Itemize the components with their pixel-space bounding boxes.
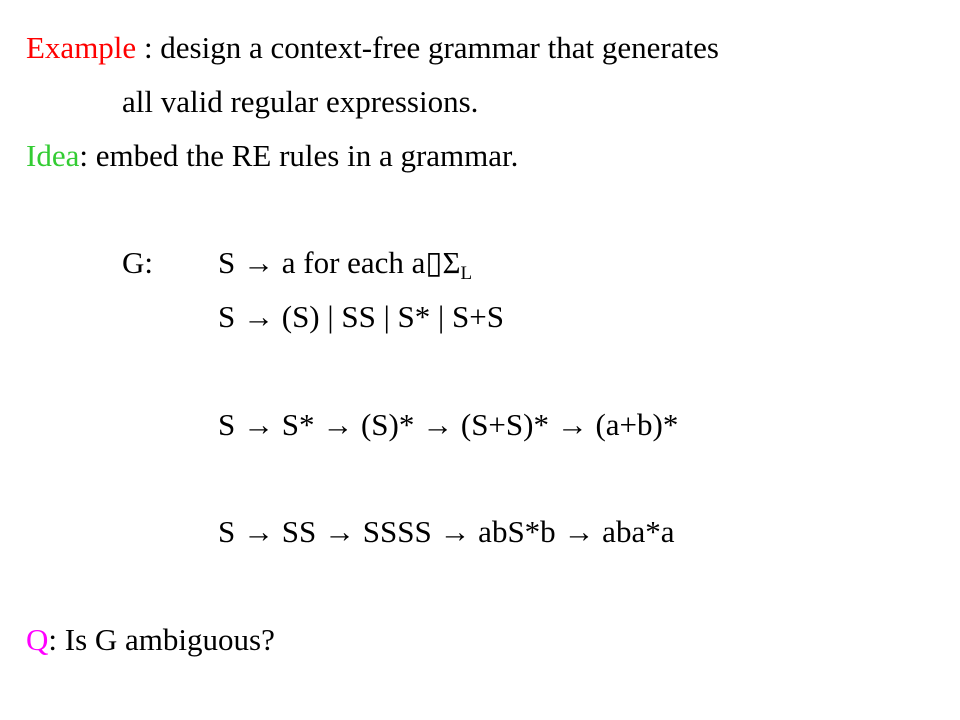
- example-text: : design a context-free grammar that generates: [136, 30, 719, 65]
- question-label: Q: [26, 622, 49, 657]
- derivation-2: S → SS → SSSS → abS*b → aba*a: [218, 514, 675, 549]
- idea-text: : embed the RE rules in a grammar.: [79, 138, 519, 173]
- question-line: [26, 620, 275, 660]
- question-text: : Is G ambiguous?: [48, 622, 275, 657]
- idea-line: [26, 136, 518, 176]
- derivation-1: S → S* → (S)* → (S+S)* → (a+b)*: [218, 407, 679, 442]
- example-label: Example: [26, 30, 137, 65]
- grammar-name: G:: [122, 245, 153, 280]
- grammar-rule-1: [218, 243, 472, 288]
- example-line: [26, 28, 719, 68]
- grammar-rule-1-subscript: L: [460, 263, 473, 284]
- example-continuation: all valid regular expressions.: [122, 84, 479, 119]
- idea-label: Idea: [26, 138, 80, 173]
- grammar-rule-1-text: S → a for each a▯Σ: [218, 245, 461, 280]
- grammar-rule-2: S → (S) | SS | S* | S+S: [218, 299, 504, 334]
